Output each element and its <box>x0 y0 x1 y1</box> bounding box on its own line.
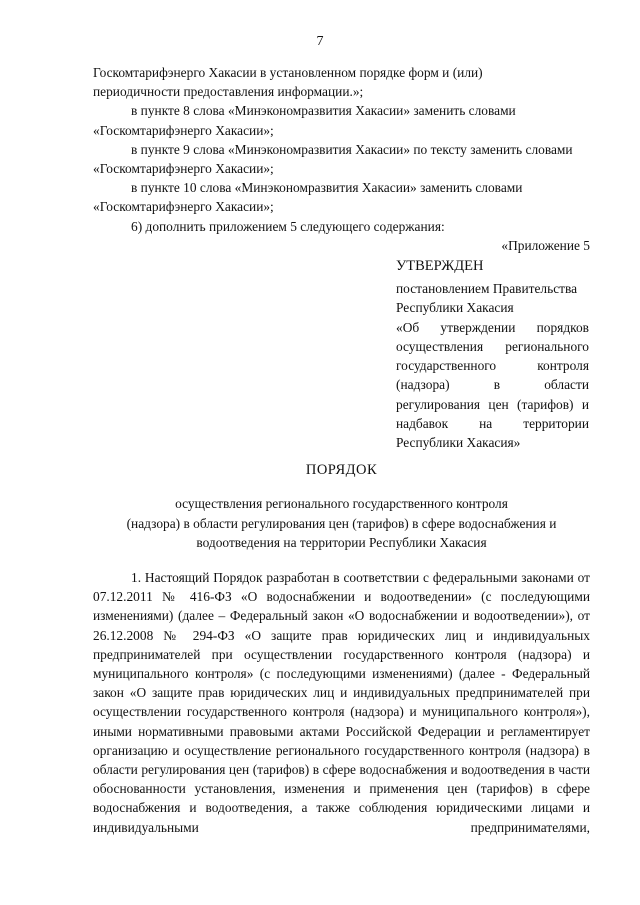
title-line: (надзора) в области регулирования цен (тарифов) в сфере водоснабжения и <box>126 515 557 531</box>
approval-line: регулирования цен (тарифов) и <box>396 396 589 412</box>
approval-line: «Об утверждении порядков <box>396 319 589 335</box>
approval-line: надбавок на территории <box>396 416 589 432</box>
text-line: «Госкомтарифэнерго Хакасии»; <box>93 122 274 138</box>
approval-line: государственного контроля <box>396 358 589 374</box>
text-line: периодичности предоставления информации.»; <box>93 84 364 100</box>
title-line: водоотведения на территории Республики Хакасия <box>196 535 487 551</box>
text-line: «Госкомтарифэнерго Хакасии»; <box>93 199 274 215</box>
approval-line: осуществления регионального <box>396 338 589 354</box>
approval-line: (надзора) в области <box>396 377 589 393</box>
text-line: в пункте 10 слова «Минэкономразвития Хакасии» заменить словами <box>131 180 523 196</box>
paragraph-text: 1. Настоящий Порядок разработан в соответствии с федеральными законами от 07.12.2011 № 416-ФЗ «О водоснабжении и водоотведении» (с последующими изменениями) (далее – Федеральный закон «О водоснабжении и водоотведении»), от 26.12.2008 № 294-ФЗ «О защите прав юридических лиц и индивидуальных предпринимателей при осуществлении государственного контроля (надзора) и муниципального контроля» (с последующими изменениями) (далее - Федеральный закон «О защите прав юридических лиц и индивидуальных предпринимателей при осуществлении государственного контроля (надзора) и муниципального контроля»), иными нормативными правовыми актами Российской Федерации и регламентирует организацию и осуществление регионального государственного контроля (надзора) в области регулирования цен (тарифов) в сфере водоснабжения и водоотведения в части обоснованности установления, изменения и применения цен (тарифов) в сфере водоснабжения и водоотведения, а также соблюдения юридическими лицами и индивидуальными предпринимателями, <box>93 570 590 835</box>
approval-line: Республики Хакасия <box>396 300 514 316</box>
appendix-reference: «Приложение 5 <box>501 237 590 253</box>
text-line: Госкомтарифэнерго Хакасии в установленном порядке форм и (или) <box>93 65 483 80</box>
page-number: 7 <box>316 34 324 49</box>
approved-heading: УТВЕРЖДЕН <box>396 258 484 274</box>
approval-line: Республики Хакасия» <box>396 435 521 451</box>
amendments-block <box>93 63 590 255</box>
paragraph-1 <box>93 568 590 837</box>
approval-block <box>396 257 589 453</box>
text-line: в пункте 8 слова «Минэкономразвития Хакасии» заменить словами <box>131 103 516 119</box>
title-line: осуществления регионального государственного контроля <box>175 496 508 512</box>
text-line: в пункте 9 слова «Минэкономразвития Хакасии» по тексту заменить словами <box>131 141 573 157</box>
approval-line: постановлением Правительства <box>396 281 578 296</box>
text-line: 6) дополнить приложением 5 следующего содержания: <box>131 218 445 234</box>
document-title <box>93 461 590 553</box>
title-heading: ПОРЯДОК <box>305 462 378 478</box>
text-line: «Госкомтарифэнерго Хакасии»; <box>93 161 274 177</box>
